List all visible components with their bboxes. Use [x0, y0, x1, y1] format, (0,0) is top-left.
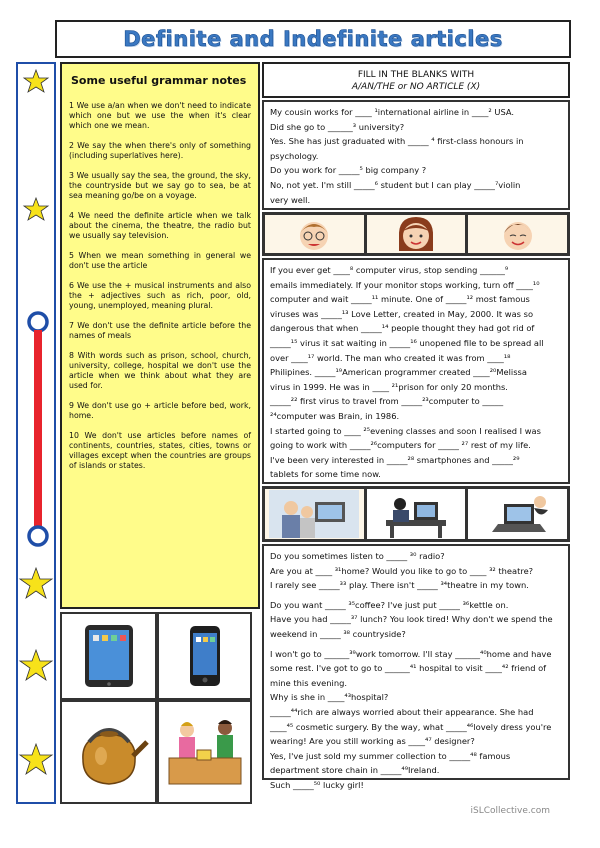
photo-cell — [365, 488, 467, 540]
note-item: 9 We don't use go + article before bed, work, home. — [69, 401, 251, 420]
phone-image — [157, 612, 252, 700]
exercise-line: I rarely see _____³³ play. There isn't _____ ³⁴theatre in my town. — [270, 580, 529, 591]
slider-bottom-ring — [29, 527, 47, 545]
exercise-line: psychology. — [270, 150, 319, 161]
instructions-header — [262, 62, 570, 98]
exercise-line: virus in 1999. He was in ____ ²¹prison for only 20 months. — [270, 381, 508, 392]
note-item: 8 With words such as prison, school, church, university, college, hospital we don't use the article when we think about what they are used for. — [69, 351, 251, 390]
sidebar-graphics — [18, 64, 54, 802]
exercise-line: wearing! Are you still working as ____⁴⁷ designer? — [270, 736, 475, 747]
boy-face-icon — [294, 215, 334, 253]
exercise-1 — [262, 100, 570, 210]
star-icon — [20, 650, 52, 680]
note-item: 1 We use a/an when we don't need to indicate which one but we use the when it's clear which one we mean. — [69, 101, 251, 130]
note-item: 6 We use the + musical instruments and also the + adjectives such as rich, poor, old, young, unemployed, meaning plural. — [69, 281, 251, 310]
note-item: 2 We say the when there's only of something (including superlatives here). — [69, 141, 251, 160]
note-item: 3 We usually say the sea, the ground, the sky, the countryside but we say go to sea, be at sea meaning go/be on a voyage. — [69, 171, 251, 200]
star-icon — [20, 744, 52, 774]
exercise-line: viruses was _____¹³ Love Letter, created in May, 2000. It was so — [270, 308, 534, 319]
laptop-user-icon — [478, 490, 558, 538]
note-item: 7 We don't use the definite article before the names of meals — [69, 321, 251, 340]
exercise-line: some rest. I've got to go to ______⁴¹ hospital to visit ____⁴² friend of — [270, 663, 547, 674]
exercise-line: I won't go to ______³⁹work tomorrow. I'll stay ______⁴⁰home and have — [270, 648, 552, 659]
phone-icon — [188, 624, 222, 688]
note-item: 5 When we mean something in general we don't use the article — [69, 251, 251, 270]
exercise-line: Did she go to ______³ university? — [270, 121, 405, 132]
slider-top-ring — [29, 313, 47, 331]
star-icon — [20, 568, 52, 598]
worksheet-title — [55, 20, 571, 58]
people-at-computer-icon — [269, 490, 359, 538]
face-cell — [264, 214, 365, 254]
exercise-line: dangerous that when _____¹⁴ people thought they had got rid of — [270, 323, 535, 334]
exercise-line: No, not yet. I'm still _____⁶ student but I can play _____⁷violin — [270, 179, 521, 190]
computer-photos-row — [262, 486, 570, 542]
exercise-2 — [262, 258, 570, 484]
star-icon — [24, 198, 48, 220]
exercise-line: weekend in _____ ³⁸ countryside? — [270, 628, 406, 639]
exercise-line: emails immediately. If your monitor stops working, turn off ____¹⁰ — [270, 279, 540, 290]
exercise-line: _____¹⁵ virus it sat waiting in _____¹⁶ unopened file to be spread all — [270, 337, 544, 348]
site-watermark: iSLCollective.com — [470, 806, 550, 816]
exercise-line: tablets for some time now. — [270, 469, 381, 480]
exercise-line: going to work with _____²⁶computers for _____ ²⁷ rest of my life. — [270, 440, 531, 451]
shop-counter-icon — [163, 712, 247, 792]
title-text: Definite and Indefinite articles — [123, 27, 503, 51]
exercise-3 — [262, 544, 570, 790]
man-at-desk-icon — [376, 490, 456, 538]
exercise-line: Why is she in ____⁴³hospital? — [270, 692, 389, 703]
note-item: 4 We need the definite article when we talk about the cinema, the theatre, the radio but we usually say television. — [69, 211, 251, 240]
exercise-line: I started going to ____ ²⁵evening classes and soon I realised I was — [270, 425, 541, 436]
exercise-line: My cousin works for ____ ¹international airline in ____² USA. — [270, 107, 515, 117]
kettle-image — [60, 700, 157, 804]
exercise-line: department store chain in _____⁴⁹Ireland. — [270, 765, 440, 776]
star-icon — [24, 70, 48, 92]
exercise-line: over ____¹⁷ world. The man who created it was from ____¹⁸ — [270, 352, 511, 363]
exercise-line: computer and wait _____¹¹ minute. One of _____¹² most famous — [270, 294, 530, 305]
boy-face-icon — [498, 215, 538, 253]
exercise-line: Philipines. _____¹⁹American programmer created ____²⁰Melissa — [270, 367, 527, 378]
exercise-line: Such _____⁵⁰ lucky girl! — [270, 779, 364, 790]
grammar-notes-panel — [60, 62, 260, 609]
notes-heading: Some useful grammar notes — [71, 74, 247, 87]
exercise-line: Yes, I've just sold my summer collection to _____⁴⁸ famous — [270, 750, 511, 761]
exercise-line: Do you work for _____⁵ big company ? — [270, 165, 427, 176]
face-cell — [365, 214, 467, 254]
exercise-line: I've been very interested in _____²⁸ smartphones and _____²⁹ — [270, 454, 520, 465]
exercise-line: _____²² first virus to travel from _____²³computer to _____ — [270, 396, 504, 407]
photo-cell — [264, 488, 365, 540]
note-item: 10 We don't use articles before names of continents, countries, states, cities, towns or villages except when the countries are groups of islands or states. — [69, 431, 251, 470]
tablet-icon — [83, 623, 135, 689]
decorative-sidebar — [16, 62, 56, 804]
face-cell — [466, 214, 568, 254]
exercise-line: very well. — [270, 194, 311, 205]
exercise-line: Do you want _____ ³⁵coffee? I've just put _____ ³⁶kettle on. — [270, 599, 509, 610]
shopping-image — [157, 700, 252, 804]
tablet-image — [60, 612, 157, 700]
exercise-line: Have you had _____³⁷ lunch? You look tired! Why don't we spend the — [270, 614, 553, 625]
instruction-line1: FILL IN THE BLANKS WITH — [357, 70, 475, 80]
exercise-line: ____⁴⁵ cosmetic surgery. By the way, what _____⁴⁶lovely dress you're — [270, 721, 552, 732]
exercise-line: Do you sometimes listen to _____ ³⁰ radio? — [270, 551, 445, 561]
exercise-line: Are you at ____ ³¹home? Would you like to go to ____ ³² theatre? — [270, 565, 534, 576]
kettle-icon — [69, 712, 149, 792]
girl-face-icon — [396, 215, 436, 253]
faces-row — [262, 212, 570, 256]
instruction-line2: A/AN/THE or NO ARTICLE (X) — [351, 82, 481, 92]
slider-track — [34, 330, 42, 530]
exercise-line: If you ever get ____⁸ computer virus, stop sending ______⁹ — [270, 265, 509, 275]
photo-cell — [466, 488, 568, 540]
exercise-line: Yes. She has just graduated with _____ ⁴ first-class honours in — [270, 136, 524, 147]
exercise-line: _____⁴⁴rich are always worried about their appearance. She had — [270, 706, 534, 717]
exercise-line: mine this evening. — [270, 677, 348, 688]
exercise-line: ²⁴computer was Brain, in 1986. — [270, 410, 400, 421]
